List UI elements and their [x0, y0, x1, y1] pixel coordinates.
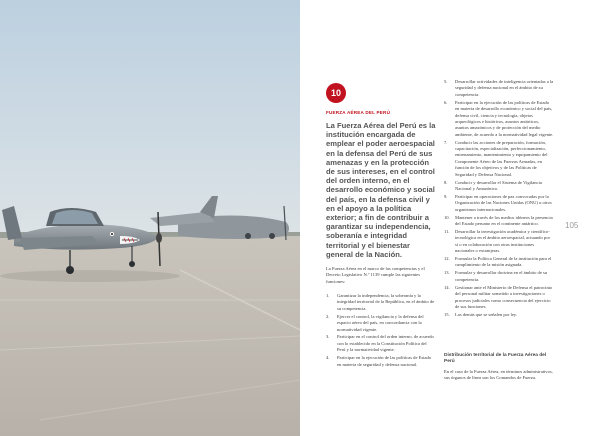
list-item-number: 1. — [326, 293, 330, 298]
list-item-text: Participar en la ejecución de las políticas de Estado en materia de seguridad y defensa nacional. — [337, 355, 432, 367]
section-label: FUERZA AÉREA DEL PERÚ — [326, 110, 391, 115]
list-item-text: Conducir las acciones de preparación, formación, capacitación, especialización, perfeccionamiento, entrenamiento, mantenimiento y equipamiento del Componente Aéreo de las Fuerzas Armadas, en función de los objetivos y de las Políticas de Seguridad y Defensa Nacional. — [455, 139, 548, 177]
functions-list-right — [444, 79, 554, 320]
lead-paragraph: La Fuerza Aérea del Perú es la institución encargada de emplear el poder aeroespacial en la defensa del Perú de sus amenazas y en la protección de sus intereses, en el control del orden interno, en el desarrollo económico y social del país, en la defensa civil y en el apoyo a la política exterior; a fin de contribuir a garantizar su independencia, soberanía e integridad territorial y el bienestar general de la Nación. — [326, 121, 436, 259]
list-item — [444, 140, 554, 178]
list-item — [326, 293, 436, 312]
list-item-number: 11. — [444, 228, 450, 234]
list-item-number: 3. — [326, 334, 330, 340]
chapter-number-badge: 10 — [326, 83, 346, 103]
list-item-number: 14. — [444, 284, 450, 290]
list-item — [444, 285, 554, 311]
list-item — [326, 355, 436, 368]
list-item — [444, 215, 554, 228]
list-item-number: 9. — [444, 193, 448, 199]
list-item-number: 12. — [444, 256, 450, 262]
list-item-text: Participar en operaciones de paz convocadas por la Organización de las Naciones Unidas (ONU) u otros organismos internacionales. — [455, 193, 552, 212]
page-number: 105 — [565, 221, 579, 230]
list-item-text: Ejercer el control, la vigilancia y la defensa del espacio aéreo del país, en concordancia con la normatividad vigente. — [337, 313, 424, 332]
list-item — [444, 270, 554, 283]
list-item-number: 15. — [444, 311, 450, 317]
list-item-number: 10. — [444, 214, 450, 220]
list-item — [444, 256, 554, 269]
intro-paragraph: La Fuerza Aérea en el marco de las competencias y el Decreto Legislativo N.º 1139 cumple las siguientes funciones: — [326, 266, 425, 284]
list-item — [444, 79, 554, 98]
list-item — [444, 194, 554, 213]
text-page — [300, 0, 600, 436]
list-item-number: 2. — [326, 313, 330, 319]
list-item-text: Gestionar ante el Ministerio de Defensa el patrocinio del personal militar sometido a investigaciones o procesos judiciales como consecuencia del ejercicio de sus funciones. — [455, 284, 553, 309]
territorial-paragraph: En el caso de la Fuerza Aérea, en términos administrativos, sus órganos de línea son los Comandos de Fuerza. — [444, 369, 553, 381]
list-item-text: Participar en la ejecución de las políticas de Estado en materia de desarrollo económico y social del país, defensa civil, ciencia y tecnología, objetos arqueológicos e históricos, asuntos antárticos, asuntos amazónicos y de protección del medio ambiente, de acuerdo a la normatividad legal vigente. — [455, 99, 554, 137]
list-item-text: Las demás que se señalen por ley. — [455, 311, 518, 317]
territorial-heading: Distribución territorial de la Fuerza Aérea del Perú — [444, 353, 547, 365]
list-item — [444, 100, 554, 138]
list-item — [444, 229, 554, 255]
list-item-text: Participar en el control del orden interno, de acuerdo con lo establecido en la Constitución Política del Perú y la normatividad vigente. — [337, 334, 434, 353]
list-item-number: 5. — [444, 79, 448, 84]
list-item-text: Desarrollar actividades de inteligencia orientadas a la seguridad y defensa nacional en el ámbito de su competencia. — [455, 79, 554, 97]
functions-list-left — [326, 293, 436, 369]
list-item-text: Desarrollar la investigación académica y científico-tecnológica en el ámbito aeroespacial, actuando por sí o en colaboración con otras instituciones nacionales o extranjeras. — [455, 228, 551, 254]
list-item-text: Garantizar la independencia, la soberanía y la integridad territorial de la República, en el ámbito de su competencia. — [337, 293, 435, 311]
list-item-text: Mantener a través de los medios idóneos la presencia del Estado peruano en el continente antártico. — [455, 214, 553, 227]
list-item-number: 8. — [444, 179, 448, 185]
list-item-text: Conducir y desarrollar el Sistema de Vigilancia Nacional y Amazónico. — [455, 179, 542, 191]
list-item — [326, 314, 436, 333]
list-item-text: Formular y desarrollar doctrina en el ámbito de su competencia. — [455, 270, 548, 282]
list-item-text: Formular la Política General de la institución para el cumplimiento de la misión asignada. — [455, 256, 552, 268]
list-item-number: 6. — [444, 99, 448, 105]
list-item — [444, 180, 554, 193]
list-item-number: 13. — [444, 270, 450, 276]
list-item-number: 7. — [444, 139, 448, 145]
list-item — [326, 334, 436, 353]
list-item — [444, 312, 554, 318]
list-item-number: 4. — [326, 355, 330, 361]
